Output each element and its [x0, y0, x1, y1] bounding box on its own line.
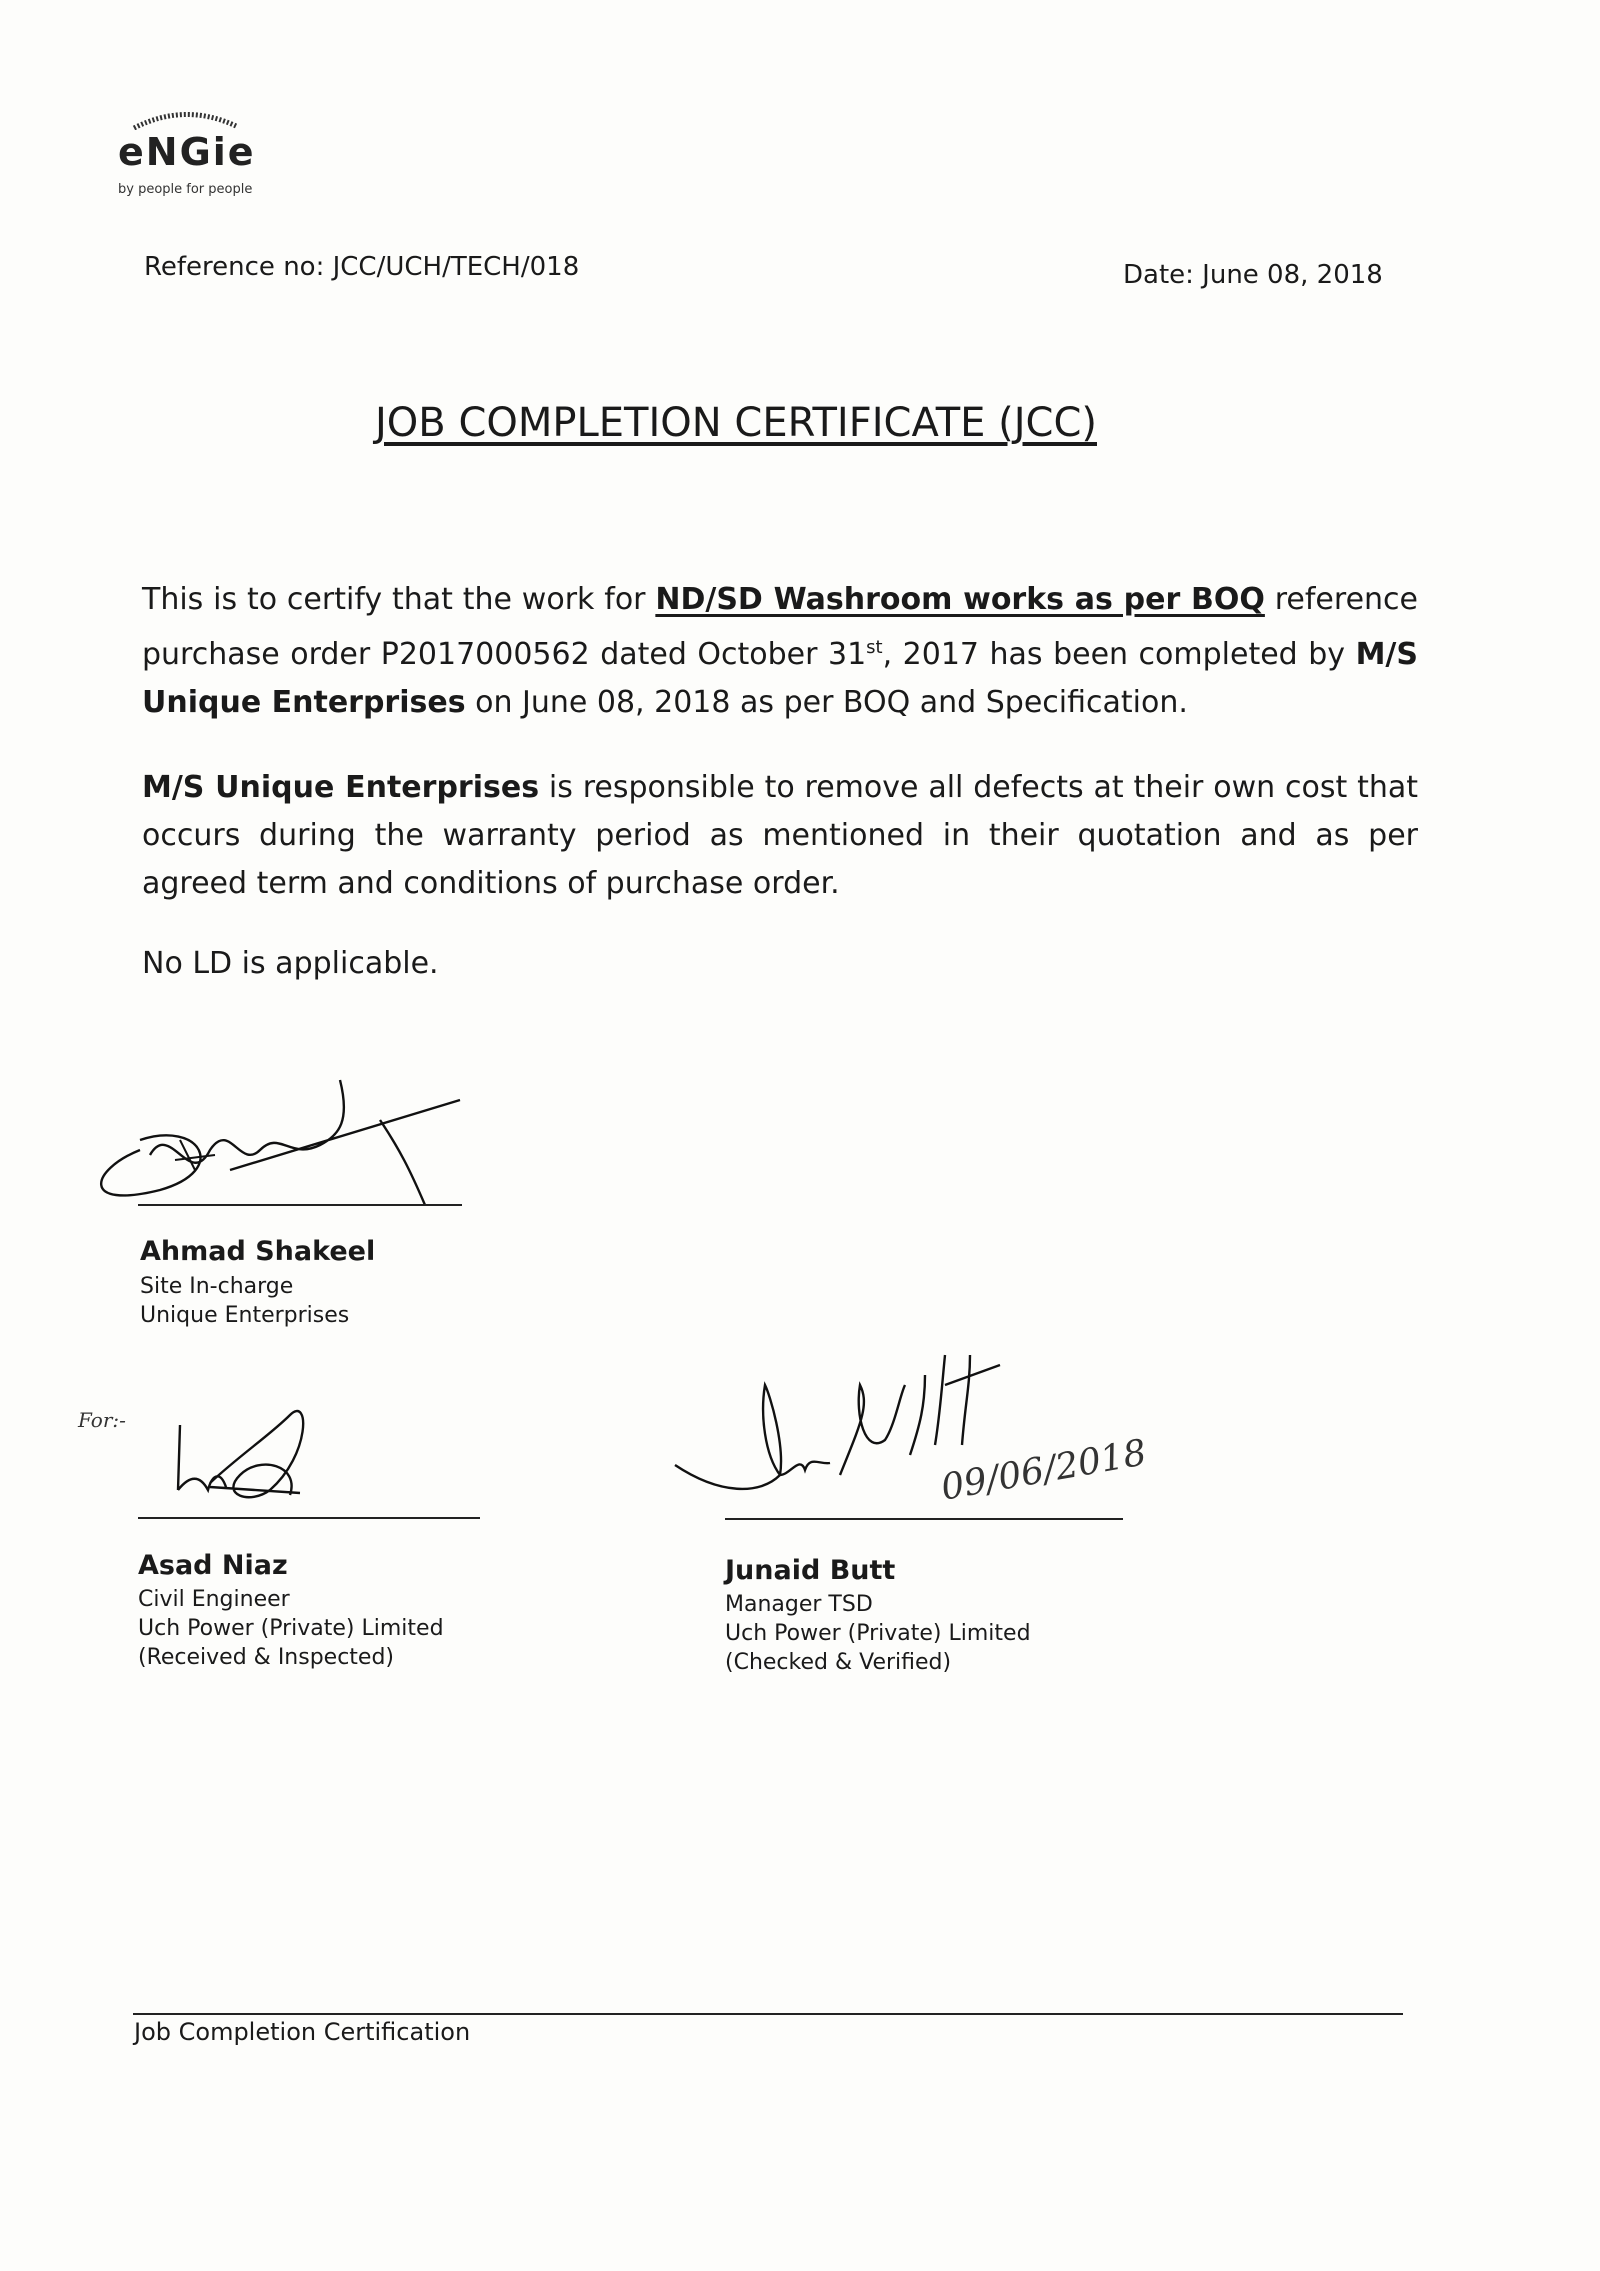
- logo-wordmark: eNGie: [118, 130, 256, 174]
- p2-text: is responsible to remove all defects at their own cost that occurs during the warranty period as mentioned in their quotation and as per agreed term and conditions of purchase order.: [142, 770, 1419, 901]
- p1-text-3: , 2017 has been completed by: [882, 637, 1356, 672]
- signatory-org-1: Unique Enterprises: [140, 1303, 350, 1328]
- logo-arc-icon: [130, 108, 240, 130]
- signature-line-1: [138, 1204, 462, 1206]
- document-title: JOB COMPLETION CERTIFICATE (JCC): [375, 400, 1097, 446]
- engie-logo: [88, 108, 308, 208]
- contractor-name: M/S Unique Enterprises: [142, 637, 1418, 720]
- footer-text: Job Completion Certification: [134, 2018, 471, 2046]
- reference-number: Reference no: JCC/UCH/TECH/018: [144, 252, 580, 282]
- signatory-org-2: Uch Power (Private) Limited: [138, 1616, 444, 1641]
- signature-ahmad-shakeel-icon: [80, 1060, 480, 1210]
- document-date: Date: June 08, 2018: [1123, 260, 1383, 290]
- for-prefix: For:-: [78, 1408, 126, 1432]
- contractor-name-2: M/S Unique Enterprises: [142, 770, 540, 805]
- responsibility-paragraph: [142, 764, 1418, 908]
- signatory-name-2: Asad Niaz: [138, 1550, 288, 1581]
- handwritten-date: 09/06/2018: [938, 1432, 1150, 1509]
- work-description: ND/SD Washroom works as per BOQ: [655, 582, 1265, 617]
- footer-divider: [133, 2013, 1403, 2015]
- signatory-name-1: Ahmad Shakeel: [140, 1236, 376, 1267]
- logo-tagline: by people for people: [118, 182, 253, 197]
- certification-paragraph: [142, 576, 1418, 727]
- signatory-title-1: Site In-charge: [140, 1274, 294, 1299]
- signatory-title-3: Manager TSD: [725, 1592, 873, 1617]
- signatory-note-2: (Received & Inspected): [138, 1645, 395, 1670]
- p1-text-1: This is to certify that the work for: [142, 582, 656, 617]
- signature-line-3: [725, 1518, 1123, 1520]
- signature-line-2: [138, 1517, 480, 1519]
- signatory-note-3: (Checked & Verified): [725, 1650, 952, 1675]
- signature-junaid-butt-icon: [670, 1345, 1090, 1545]
- signatory-org-3: Uch Power (Private) Limited: [725, 1621, 1031, 1646]
- p1-text-4: on June 08, 2018 as per BOQ and Specification.: [465, 685, 1188, 720]
- signatory-title-2: Civil Engineer: [138, 1587, 290, 1612]
- date-ordinal: st: [866, 637, 883, 658]
- signature-asad-niaz-icon: [150, 1395, 350, 1515]
- ld-paragraph: No LD is applicable.: [142, 946, 439, 981]
- signatory-name-3: Junaid Butt: [725, 1555, 896, 1586]
- p1-text-2: reference purchase order P2017000562 dated October 31: [142, 582, 1418, 672]
